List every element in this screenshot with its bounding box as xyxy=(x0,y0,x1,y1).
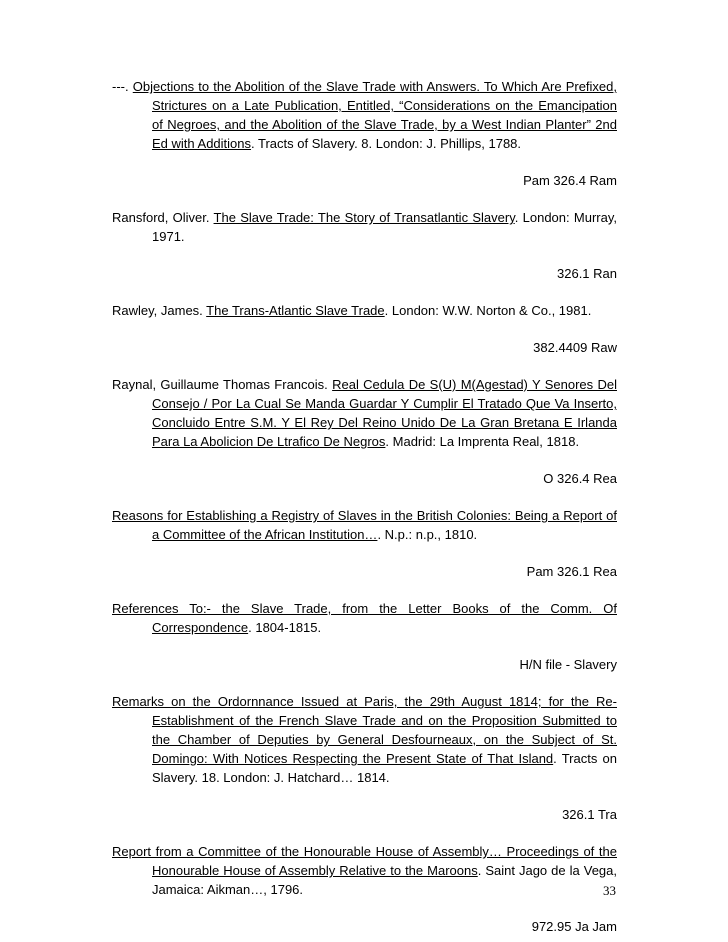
citation-author: Ransford, Oliver. xyxy=(112,210,214,225)
call-number: Pam 326.4 Ram xyxy=(523,173,617,188)
citation-text xyxy=(112,692,617,787)
citation-text xyxy=(112,599,617,637)
call-number: 326.1 Tra xyxy=(562,807,617,822)
bibliography-entry xyxy=(112,506,617,581)
citation-text xyxy=(112,208,617,246)
bibliography-entry xyxy=(112,77,617,190)
citation-author: Raynal, Guillaume Thomas Francois. xyxy=(112,377,333,392)
citation-title: Reasons for Establishing a Registry of Slaves in the British Colonies: Being a Report of a Committee of the African Institution… xyxy=(112,508,617,542)
citation-publication: . N.p.: n.p., 1810. xyxy=(377,527,478,542)
bibliography-list xyxy=(112,77,617,936)
citation-publication: . 1804-1815. xyxy=(248,620,322,635)
bibliography-entry xyxy=(112,208,617,283)
citation-title: Report from a Committee of the Honourable House of Assembly… Proceedings of the Honourable House of Assembly Relative to the Maroons xyxy=(112,844,617,878)
page-number: 33 xyxy=(603,883,616,898)
citation-text xyxy=(112,301,617,320)
call-number: 972.95 Ja Jam xyxy=(531,919,617,934)
citation-text xyxy=(112,375,617,451)
bibliography-entry xyxy=(112,599,617,674)
citation-title: The Trans-Atlantic Slave Trade xyxy=(206,303,385,318)
bibliography-entry xyxy=(112,301,617,357)
citation-text xyxy=(112,506,617,544)
call-number: 326.1 Ran xyxy=(557,266,617,281)
call-number: H/N file - Slavery xyxy=(519,657,617,672)
citation-text xyxy=(112,77,617,153)
citation-author: ---. xyxy=(112,79,133,94)
citation-author: Rawley, James. xyxy=(112,303,207,318)
call-number: 382.4409 Raw xyxy=(533,340,617,355)
citation-title: Real Cedula De S(U) M(Agestad) Y Senores Del Consejo / Por La Cual Se Manda Guardar Y Cumplir El Tratado Que Va Inserto, Concluido Entre S.M. Y El Rey Del Reino Unido De La Gran Bretana E Irlanda Para La Abolicion De Ltrafico De Negros xyxy=(152,377,617,449)
citation-publication: . Tracts on Slavery. 18. London: J. Hatchard… 1814. xyxy=(152,751,617,785)
citation-title: Remarks on the Ordornnance Issued at Paris, the 29th August 1814; for the Re-Establishment of the French Slave Trade and on the Proposition Submitted to the Chamber of Deputies by General Desfourneaux, on the Subject of St. Domingo: With Notices Respecting the Present State of That Island xyxy=(112,694,617,766)
citation-publication: . Tracts of Slavery. 8. London: J. Phillips, 1788. xyxy=(251,136,522,151)
citation-publication: . London: W.W. Norton & Co., 1981. xyxy=(384,303,592,318)
bibliography-entry xyxy=(112,375,617,488)
citation-publication: . Madrid: La Imprenta Real, 1818. xyxy=(385,434,580,449)
call-number: Pam 326.1 Rea xyxy=(526,564,617,579)
citation-publication: . Saint Jago de la Vega, Jamaica: Aikman…, 1796. xyxy=(152,863,617,897)
call-number: O 326.4 Rea xyxy=(543,471,617,486)
citation-title: The Slave Trade: The Story of Transatlantic Slavery xyxy=(213,210,515,225)
citation-title: Objections to the Abolition of the Slave Trade with Answers. To Which Are Prefixed, Strictures on a Late Publication, Entitled, “Considerations on the Emancipation of Negroes, and the Abolition of the Slave Trade, by a West Indian Planter” 2nd Ed with Additions xyxy=(132,79,617,151)
citation-title: References To:- the Slave Trade, from the Letter Books of the Comm. Of Correspondence xyxy=(112,601,617,635)
citation-publication: . London: Murray, 1971. xyxy=(152,210,617,244)
bibliography-entry xyxy=(112,692,617,824)
